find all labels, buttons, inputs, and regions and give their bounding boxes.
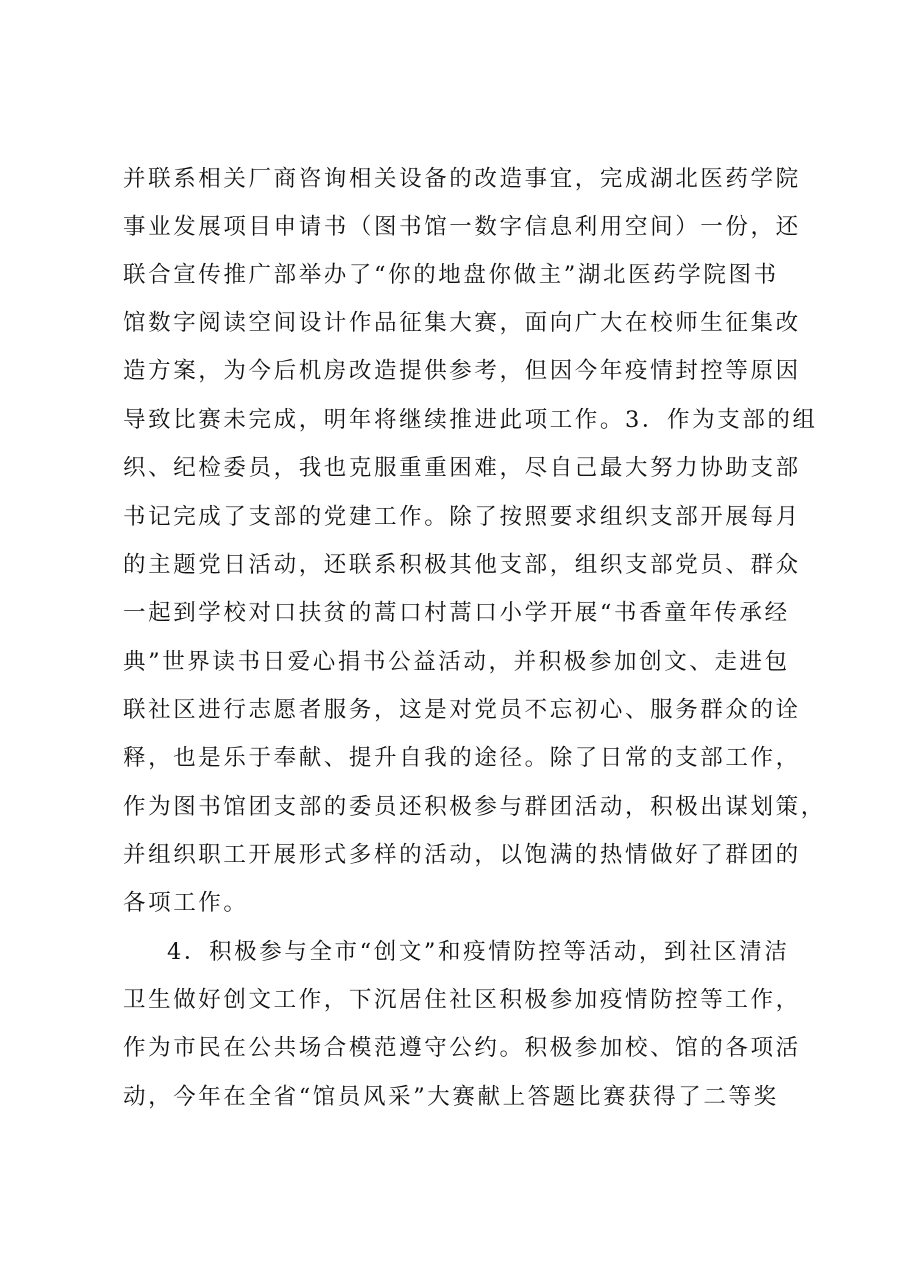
text-line: 典”世界读书日爱心捐书公益活动，并积极参加创文、走进包 <box>123 649 790 675</box>
text-line: 作为市民在公共场合模范遵守公约。积极参加校、馆的各项活 <box>123 1035 801 1061</box>
text-line: 的主题党日活动，还联系积极其他支部，组织支部党员、群众 <box>123 552 801 578</box>
text-line: 并组织职工开展形式多样的活动，以饱满的热情做好了群团的 <box>123 842 801 868</box>
text-line: 导致比赛未完成，明年将继续推进此项工作。3．作为支部的组 <box>123 407 818 433</box>
text-line: 联合宣传推广部举办了“你的地盘你做主”湖北医药学院图书 <box>123 262 779 288</box>
text-line: 一起到学校对口扶贫的蒿口村蒿口小学开展“书香童年传承经 <box>123 600 790 626</box>
text-line: 馆数字阅读空间设计作品征集大赛，面向广大在校师生征集改 <box>123 310 801 336</box>
text-line: 书记完成了支部的党建工作。除了按照要求组织支部开展每月 <box>123 504 801 530</box>
text-line: 各项工作。 <box>123 890 249 916</box>
text-line: 卫生做好创文工作，下沉居住社区积极参加疫情防控等工作， <box>123 987 801 1013</box>
paragraph-first-line: 4．积极参与全市“创文”和疫情防控等活动，到社区清洁 <box>167 939 790 965</box>
text-line: 并联系相关厂商咨询相关设备的改造事宜，完成湖北医药学院 <box>123 166 801 192</box>
text-line: 释，也是乐于奉献、提升自我的途径。除了日常的支部工作， <box>123 745 801 771</box>
text-line: 动，今年在全省“馆员风采”大赛献上答题比赛获得了二等奖 <box>123 1084 779 1110</box>
text-line: 织、纪检委员，我也克服重重困难，尽自己最大努力协助支部 <box>123 455 801 481</box>
text-line: 作为图书馆团支部的委员还积极参与群团活动，积极出谋划策， <box>123 794 826 820</box>
text-line: 事业发展项目申请书（图书馆一数字信息利用空间）一份，还 <box>123 214 801 240</box>
text-line: 联社区进行志愿者服务，这是对党员不忘初心、服务群众的诠 <box>123 697 801 723</box>
text-line: 造方案，为今后机房改造提供参考，但因今年疫情封控等原因 <box>123 358 801 384</box>
